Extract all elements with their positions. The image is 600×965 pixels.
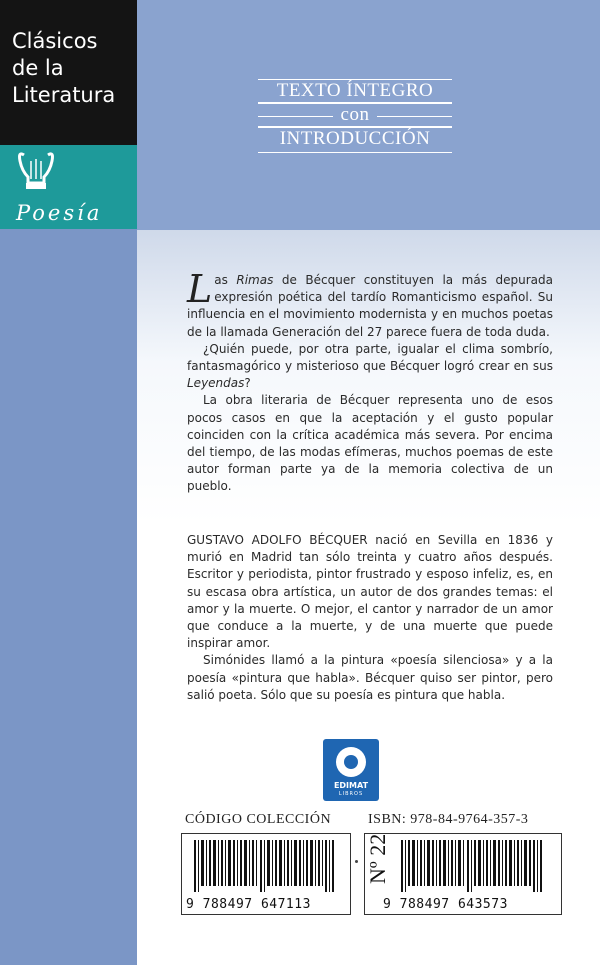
bio-paragraph-1: GUSTAVO ADOLFO BÉCQUER nació en Sevilla en 1836 y murió en Madrid tan sólo treinta y cuatro años después. Escritor y periodista, pintor frustrado y esposo infeliz, es, en su escasa obra artística, un autor de dos grandes temas: el amor y la muerte. O mejor, el cantor y narrador de un amor que conduce a la muerte, y de una muerte que puede inspirar amor. (187, 533, 553, 651)
edition-rule-left (258, 116, 333, 117)
blurb-p2-italic: Leyendas (187, 376, 245, 391)
isbn-label: ISBN: 978-84-9764-357-3 (368, 812, 529, 827)
blurb-p1-start: as (214, 273, 237, 287)
barcode-bars-left (194, 840, 339, 892)
genre-box (0, 145, 137, 229)
genre-label: Poesía (16, 201, 103, 225)
blurb-p1-rest: de Bécquer constituyen la más depurada expresión poética del tardío Romanticismo español. Su influencia en el movimiento modernista y en muchos poetas de la llamada Generación del 27 parece fuera de toda duda. (187, 273, 553, 339)
blurb-p2-end: ? (244, 376, 251, 391)
edition-rule-bottom (258, 152, 452, 153)
publisher-name: EDIMAT (333, 781, 369, 790)
edition-rule-right (377, 116, 452, 117)
barcode-digits-right: 9 788497 643573 (383, 897, 508, 912)
publisher-sub: LIBROS (338, 791, 364, 797)
lyre-icon (16, 149, 56, 193)
edition-line-1: TEXTO ÍNTEGRO (276, 80, 434, 101)
blurb-paragraph-3: La obra literaria de Bécquer representa uno de esos pocos casos en que la aceptación y el gusto popular coinciden con la crítica académica más severa. Por encima del tiempo, de las modas efímeras, muchos poemas de este autor forman parte ya de la memoria colectiva de un pueblo. (187, 393, 553, 494)
barcode-bars-right (401, 840, 551, 892)
series-box (0, 0, 137, 145)
bio-paragraph-2: Simónides llamó a la pintura «poesía silenciosa» y a la poesía «pintura que habla». Bécquer quiso ser pintor, pero salió poeta. Sólo que su poesía es pintura que habla. (187, 653, 553, 702)
edition-line-3: INTRODUCCIÓN (279, 128, 431, 149)
blurb-p1-italic: Rimas (236, 273, 274, 287)
isbn-barcode (364, 833, 562, 915)
blurb-paragraph-2 (187, 341, 553, 393)
edimat-logo-icon (323, 739, 379, 801)
edition-line-2: con (340, 104, 370, 125)
edition-badge (250, 77, 460, 147)
separator-dot (355, 860, 358, 863)
collection-code-label: CÓDIGO COLECCIÓN (185, 812, 332, 827)
edition-con-row (250, 104, 460, 126)
blurb-paragraph-1 (187, 267, 553, 341)
bio-block (187, 532, 553, 704)
logo-ring (336, 747, 366, 777)
volume-number: Nº 22 (365, 833, 390, 884)
barcode-digits-left: 9 788497 647113 (186, 897, 311, 912)
blurb-p2-start: ¿Quién puede, por otra parte, igualar el clima sombrío, fantasmagórico y misterioso que Bécquer logró crear en sus (187, 341, 553, 374)
collection-barcode (181, 833, 351, 915)
drop-cap: L (187, 267, 213, 311)
series-title: Clásicos de la Literatura (12, 29, 116, 107)
blurb-block (187, 267, 553, 496)
